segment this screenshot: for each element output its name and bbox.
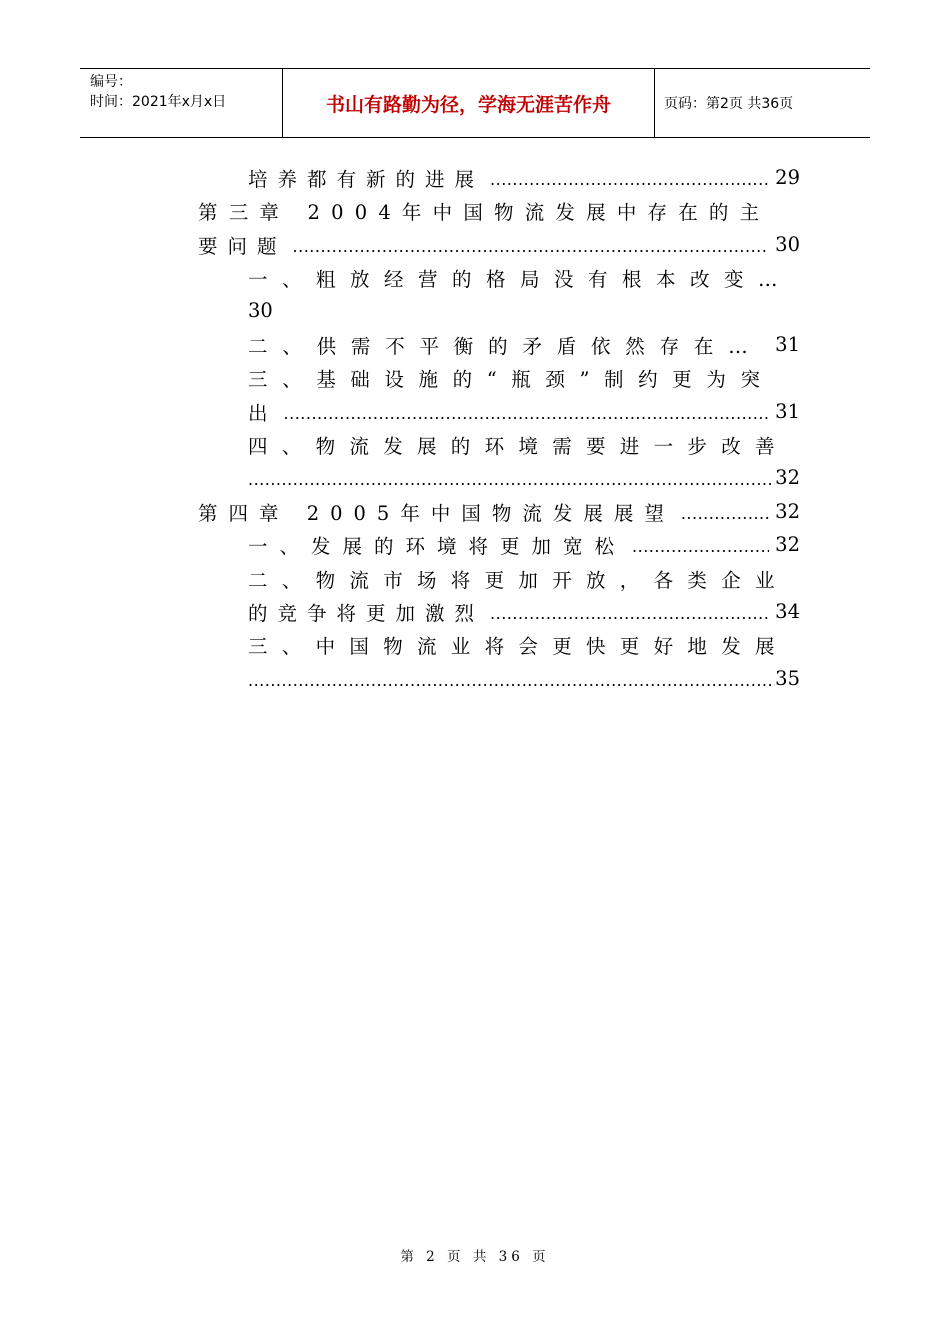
- toc-leader-dots: [284, 406, 770, 428]
- toc-entry[interactable]: [248, 461, 800, 494]
- toc-entry[interactable]: [248, 662, 800, 695]
- toc-entry[interactable]: [248, 161, 800, 194]
- toc-entry[interactable]: [198, 495, 800, 528]
- toc-entry[interactable]: [248, 628, 800, 661]
- time-label: 时间：2021年x月x日: [90, 94, 227, 110]
- header-meta: [80, 69, 282, 137]
- toc-leader-dots: [681, 506, 769, 528]
- toc-entry-text: 要问题: [198, 234, 287, 258]
- toc-entry[interactable]: [198, 228, 800, 261]
- toc-leader-dots: [248, 472, 775, 494]
- page-header: [80, 68, 870, 138]
- toc-entry-page: 32: [775, 533, 800, 556]
- toc-entry[interactable]: [248, 528, 800, 561]
- toc-entry-page: 32: [775, 500, 800, 523]
- toc-entry-text: 二、物流市场将更加开放，各类企业: [248, 568, 789, 592]
- toc-entry[interactable]: [248, 395, 800, 428]
- toc-entry-text: 四、物流发展的环境需要进一步改善: [248, 434, 789, 458]
- header-page-label: 页码：第2页 共36页: [664, 96, 794, 112]
- toc-entry-page: 30: [775, 233, 800, 256]
- toc-entry-text: 一、粗放经营的格局没有根本改变…: [248, 267, 793, 291]
- toc-entry-text: 第三章 2004年中国物流发展中存在的主: [198, 200, 771, 224]
- toc-entry-text: 一、发展的环境将更加宽松: [248, 534, 627, 558]
- toc-leader-dots: [632, 539, 769, 561]
- toc-leader-dots: [490, 172, 769, 194]
- toc-entry-page: 32: [775, 466, 800, 489]
- header-motto: 书山有路勤为径，学海无涯苦作舟: [282, 69, 655, 137]
- toc-entry-text: 培养都有新的进展: [248, 167, 485, 191]
- toc-entry-page: 34: [775, 600, 800, 623]
- toc-entry-page: 29: [775, 166, 800, 189]
- toc-entry[interactable]: [248, 428, 800, 461]
- toc-entry-text: 出: [248, 401, 278, 425]
- toc-leader-dots: [248, 673, 775, 695]
- toc-entry-page: 31: [775, 333, 800, 356]
- page-footer: 第 2 页 共 36 页: [400, 1249, 550, 1265]
- toc-entry-text: 30: [248, 299, 273, 322]
- toc-entry[interactable]: [198, 194, 800, 227]
- toc-entry-text: 三、基础设施的“瓶颈”制约更为突: [248, 367, 775, 391]
- toc-leader-dots: [490, 606, 769, 628]
- toc-entry-text: 的竞争将更加激烈: [248, 601, 485, 625]
- toc-entry-page: 35: [775, 667, 800, 690]
- toc-entry-page: 31: [775, 400, 800, 423]
- toc-entry[interactable]: [248, 562, 800, 595]
- toc-leader-dots: [293, 239, 770, 261]
- toc-entry-text: 三、中国物流业将会更快更好地发展: [248, 634, 789, 658]
- toc-entry[interactable]: [248, 261, 800, 294]
- toc-entry[interactable]: [248, 595, 800, 628]
- toc-entry[interactable]: [248, 328, 800, 361]
- number-label: 编号：: [90, 74, 132, 90]
- toc-entry[interactable]: [248, 361, 800, 394]
- toc-entry-text: 二、供需不平衡的矛盾依然存在…: [248, 334, 763, 358]
- toc-entry-text: 第四章 2005年中国物流发展展望: [198, 501, 675, 525]
- toc-entry[interactable]: [248, 294, 800, 327]
